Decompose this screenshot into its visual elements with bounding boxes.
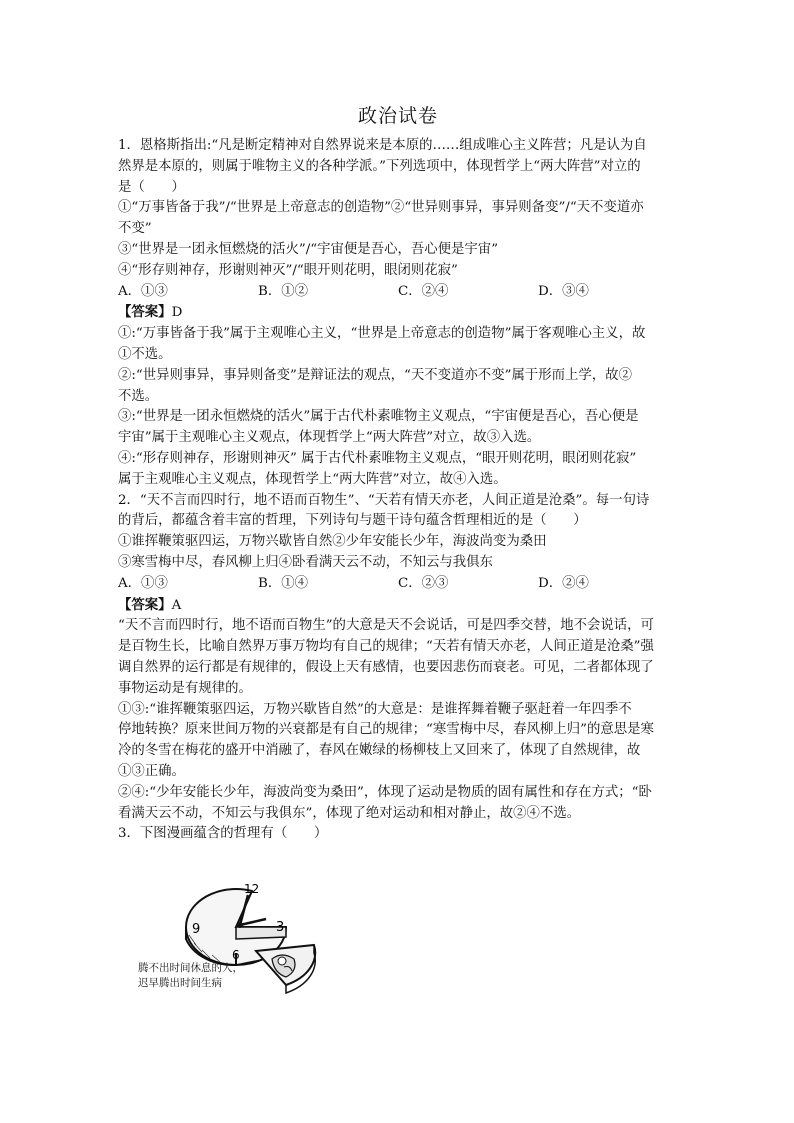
question-stem-line: 然界是本原的，则属于唯物主义的各种学派。”下列选项中，体现哲学上“两大阵营”对立的 xyxy=(118,158,641,174)
answer-value: D xyxy=(171,305,183,321)
clock-number: 3 xyxy=(276,920,285,936)
answer-line xyxy=(118,595,678,617)
exam-page xyxy=(118,100,678,995)
analysis-line: ①③:“谁挥鞭策驱四运，万物兴歇皆自然”的大意是：是谁挥舞着鞭子驱赶着一年四季不 xyxy=(118,701,632,717)
choice-a: A．①③ xyxy=(118,575,168,591)
answer-label: 【答案】 xyxy=(118,596,172,613)
choice-c: C．②④ xyxy=(398,283,449,299)
analysis-line: ③:“世界是一团永恒燃烧的活火”属于古代朴素唯物主义观点，“宇宙便是吾心，吾心便是 xyxy=(118,409,639,425)
caption-line: 迟早腾出时间生病 xyxy=(138,977,222,990)
option-line: ③“世界是一团永恒燃烧的活火”/“宇宙便是吾心，吾心便是宇宙” xyxy=(118,241,499,257)
analysis-line: 停地转换？原来世间万物的兴衰都是有自己的规律；“寒雪梅中尽，春风柳上归”的意思是寒 xyxy=(118,722,654,738)
analysis-line: ①不选。 xyxy=(118,346,172,362)
analysis-line: 宇宙”属于主观唯心主义观点，体现哲学上“两大阵营”对立，故③入选。 xyxy=(118,430,541,446)
choice-d: D．③④ xyxy=(538,283,589,299)
answer-line xyxy=(118,302,678,324)
choice-b: B．①④ xyxy=(258,575,309,591)
answer-label: 【答案】 xyxy=(118,304,172,321)
question-1 xyxy=(118,136,678,491)
question-stem-line: 3．下图漫画蕴含的哲理有（ ） xyxy=(118,826,328,842)
option-line: ①“万事皆备于我”/“世界是上帝意志的创造物”②“世异则事异，事异则备变”/“天不变道亦 xyxy=(118,200,644,216)
cartoon-figure xyxy=(136,855,336,995)
analysis-line: 冷的冬雪在梅花的盛开中消融了，春风在嫩绿的杨柳枝上又回来了，体现了自然规律，故 xyxy=(118,743,641,759)
analysis-line: ④:“形存则神存，形谢则神灭” 属于古代朴素唯物主义观点，“眼开则花明，眼闭则花寂” xyxy=(118,450,637,466)
choice-b: B．①② xyxy=(258,283,309,299)
analysis-line: “天不言而四时行，地不语而百物生”的大意是天不会说话，可是四季交替，地不会说话，可 xyxy=(118,618,654,634)
question-stem-line: 的背后，都蕴含着丰富的哲理，下列诗句与题干诗句蕴含哲理相近的是（ ） xyxy=(118,513,587,529)
analysis-line: ②:“世异则事异，事异则备变”是辩证法的观点，“天不变道亦不变”属于形而上学，故② xyxy=(118,367,632,383)
answer-value: A xyxy=(171,597,182,613)
answer-choices xyxy=(118,282,678,303)
analysis-line: 事物运动是有规律的。 xyxy=(118,680,252,696)
question-stem-line: 1．恩格斯指出:“凡是断定精神对自然界说来是本原的……组成唯心主义阵营；凡是认为自 xyxy=(118,138,647,153)
caption-line: 腾不出时间休息的人， xyxy=(138,962,243,975)
clock-number: 12 xyxy=(244,882,260,897)
analysis-line: ②④:“少年安能长少年，海波尚变为桑田”，体现了运动是物质的固有属性和存在方式；“卧 xyxy=(118,784,652,800)
cartoon-caption xyxy=(138,961,243,991)
choice-d: D．②④ xyxy=(538,575,589,591)
option-line: ④“形存则神存，形谢则神灭”/“眼开则花明，眼闭则花寂” xyxy=(118,262,458,278)
answer-choices xyxy=(118,574,678,595)
question-3 xyxy=(118,824,678,995)
choice-c: C．②③ xyxy=(398,575,449,591)
option-line: ③寒雪梅中尽，春风柳上归④卧看满天云不动，不知云与我俱东 xyxy=(118,554,493,570)
analysis-line: ①③正确。 xyxy=(118,763,185,779)
analysis-line: ①:“万事皆备于我”属于主观唯心主义，“世界是上帝意志的创造物”属于客观唯心主义，故 xyxy=(118,326,646,342)
analysis-line: 调自然界的运行都是有规律的，假设上天有感情，也要因悲伤而衰老。可见，二者都体现了 xyxy=(118,659,654,675)
page-title: 政治试卷 xyxy=(357,105,438,127)
question-stem-line: 是（ ） xyxy=(118,179,185,195)
choice-a: A．①③ xyxy=(118,283,168,299)
question-stem-line: 2．“天不言而四时行，地不语而百物生”、“天若有情天亦老，人间正道是沧桑”。每一句诗 xyxy=(118,492,650,508)
question-2 xyxy=(118,491,678,825)
clock-number: 9 xyxy=(192,922,201,938)
analysis-line: 看满天云不动，不知云与我俱东”，体现了绝对运动和相对静止，故②④不选。 xyxy=(118,805,581,821)
analysis-line: 属于主观唯心主义观点，体现哲学上“两大阵营”对立，故④入选。 xyxy=(118,471,507,487)
analysis-line: 是百物生长，比喻自然界万事万物均有自己的规律；“天若有情天亦老，人间正道是沧桑”强 xyxy=(118,639,654,655)
clock-number: 6 xyxy=(232,948,240,963)
option-line: 不变” xyxy=(118,221,152,237)
option-line: ①谁挥鞭策驱四运，万物兴歇皆自然②少年安能长少年，海波尚变为桑田 xyxy=(118,534,547,550)
analysis-line: 不选。 xyxy=(118,388,159,404)
